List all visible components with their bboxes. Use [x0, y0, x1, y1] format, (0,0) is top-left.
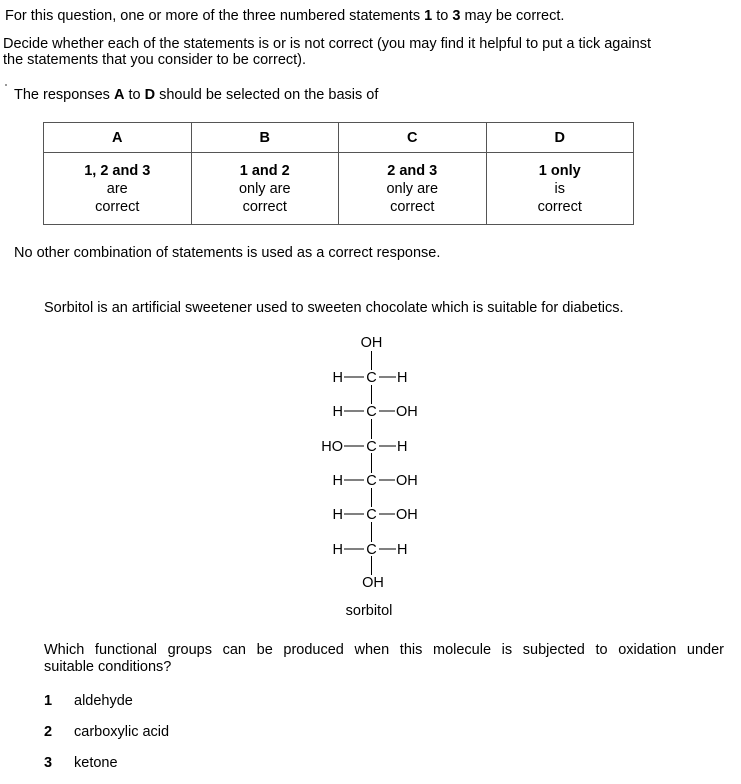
substituent-left: H — [332, 404, 343, 420]
carbon-atom: C — [366, 507, 377, 523]
cell-text: are — [106, 180, 128, 197]
substituent-left: H — [332, 507, 343, 523]
carbon-atom: C — [366, 542, 377, 558]
response-letter: A — [113, 87, 125, 103]
instruction-text: may be correct. — [460, 8, 565, 24]
header-d: D — [486, 123, 634, 153]
statement-number: 3 — [452, 8, 461, 24]
cell-text: is — [554, 180, 565, 197]
question-line-1: Which functional groups can be produced when this molecule is subjected to oxidation under — [44, 642, 724, 658]
option-text: carboxylic acid — [74, 724, 170, 740]
option-text: aldehyde — [74, 693, 133, 709]
option-text: ketone — [74, 755, 118, 771]
no-other-combination-note: No other combination of statements is used as a correct response. — [14, 245, 441, 261]
instruction-line-2b: the statements that you consider to be correct). — [3, 52, 307, 68]
instruction-text: For this question, one or more of the three numbered statements — [5, 8, 425, 24]
carbon-atom: C — [366, 473, 377, 489]
cell-text: correct — [242, 198, 287, 215]
option-1 — [44, 693, 133, 710]
response-letter: D — [144, 87, 156, 103]
instruction-text: to — [124, 87, 145, 103]
carbon-atom: C — [366, 439, 377, 455]
header-b: B — [191, 123, 339, 153]
substituent-right: H — [397, 370, 408, 386]
option-2 — [44, 724, 169, 741]
option-number: 1 — [44, 693, 53, 709]
carbon-atom: C — [366, 370, 377, 386]
cell-statements: 1 and 2 — [239, 162, 290, 179]
option-3 — [44, 755, 118, 772]
cell-statements: 2 and 3 — [387, 162, 438, 179]
option-number: 3 — [44, 755, 53, 771]
statement-number: 1 — [424, 8, 433, 24]
cell-text: only are — [386, 180, 439, 197]
cell-text: correct — [390, 198, 435, 215]
substituent-right: H — [397, 439, 408, 455]
substituent-left: H — [332, 370, 343, 386]
substituent-right: OH — [396, 404, 418, 420]
cell-text: only are — [238, 180, 291, 197]
instruction-text: should be selected on the basis of — [155, 87, 379, 103]
option-number: 2 — [44, 724, 53, 740]
instruction-text: to — [432, 8, 453, 24]
molecule-label: sorbitol — [345, 603, 393, 619]
cell-text: correct — [537, 198, 582, 215]
substituent-left: H — [332, 473, 343, 489]
carbon-atom: C — [366, 404, 377, 420]
header-c: C — [339, 123, 487, 153]
substituent-left: H — [332, 542, 343, 558]
question-line-2: suitable conditions? — [44, 659, 172, 675]
bottom-hydroxyl: OH — [362, 575, 384, 591]
substituent-left: HO — [321, 439, 343, 455]
substituent-right: OH — [396, 507, 418, 523]
cell-statements: 1 only — [538, 162, 581, 179]
instruction-text: The responses — [14, 87, 114, 103]
cell-statements: 1, 2 and 3 — [84, 162, 151, 179]
question-intro: Sorbitol is an artificial sweetener used to sweeten chocolate which is suitable for diabetics. — [44, 300, 624, 316]
header-a: A — [44, 123, 192, 153]
top-hydroxyl: OH — [360, 335, 383, 351]
substituent-right: H — [397, 542, 408, 558]
instruction-line-2: Decide whether each of the statements is or is not correct (you may find it helpful to put a tick against — [3, 36, 651, 52]
substituent-right: OH — [396, 473, 418, 489]
cell-text: correct — [95, 198, 140, 215]
